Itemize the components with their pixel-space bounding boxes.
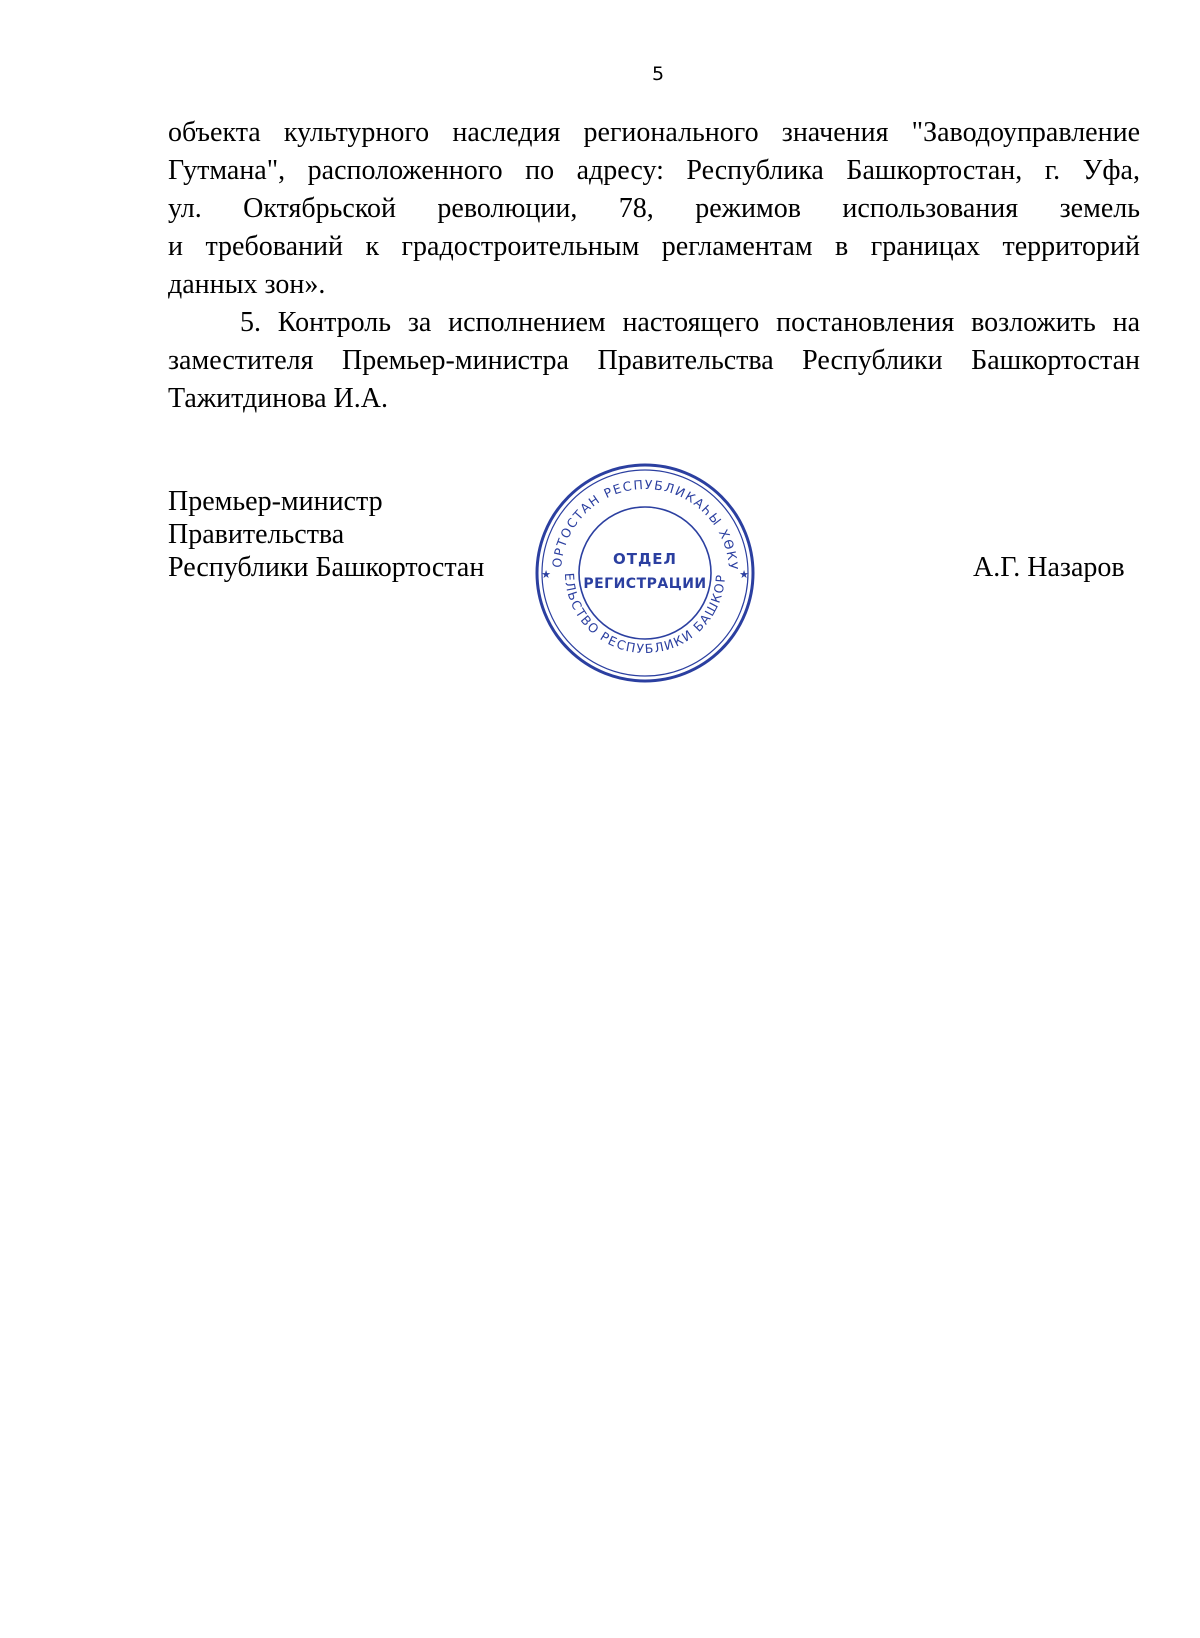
paragraph-control-clause: [168, 304, 1140, 418]
document-body: [168, 114, 1140, 418]
text-line: данных зон».: [168, 269, 326, 300]
text-line: Гутмана", расположенного по адресу: Республика Башкортостан, г. Уфа,: [168, 155, 1140, 186]
text-line: Тажитдинова И.А.: [168, 383, 388, 414]
text-line: и требований к градостроительным регламентам в границах территорий: [168, 231, 1140, 262]
signer-name: А.Г. Назаров: [973, 552, 1125, 583]
signature-title-block: [168, 485, 484, 584]
paragraph-continuation: [168, 114, 1140, 304]
stamp-star-right-icon: ★: [739, 568, 749, 581]
text-line: объекта культурного наследия регионального значения "Заводоуправление: [168, 117, 1140, 148]
stamp-seal-icon: [530, 458, 760, 688]
stamp-outer-text-bottom: ЕЛЬСТВО РЕСПУБЛИКИ БАШКОР: [561, 572, 729, 657]
stamp-outer-text-top: ОРТОСТАН РЕСПУБЛИКАҺЫ ХӨКУ: [549, 476, 742, 572]
stamp-center-line1: ОТДЕЛ: [612, 550, 678, 568]
stamp-center-line2: РЕГИСТРАЦИИ: [583, 576, 707, 592]
text-line: ул. Октябрьской революции, 78, режимов использования земель: [168, 193, 1140, 224]
text-line: 5. Контроль за исполнением настоящего постановления возложить на: [240, 307, 1140, 338]
registration-stamp: [530, 458, 760, 688]
stamp-star-left-icon: ★: [541, 568, 551, 581]
page-number: 5: [651, 63, 665, 85]
text-line: заместителя Премьер-министра Правительства Республики Башкортостан: [168, 345, 1140, 376]
signer-title-line: Республики Башкортостан: [168, 552, 485, 583]
signer-title-line: Правительства: [168, 519, 345, 550]
signer-title-line: Премьер-министр: [168, 486, 383, 517]
